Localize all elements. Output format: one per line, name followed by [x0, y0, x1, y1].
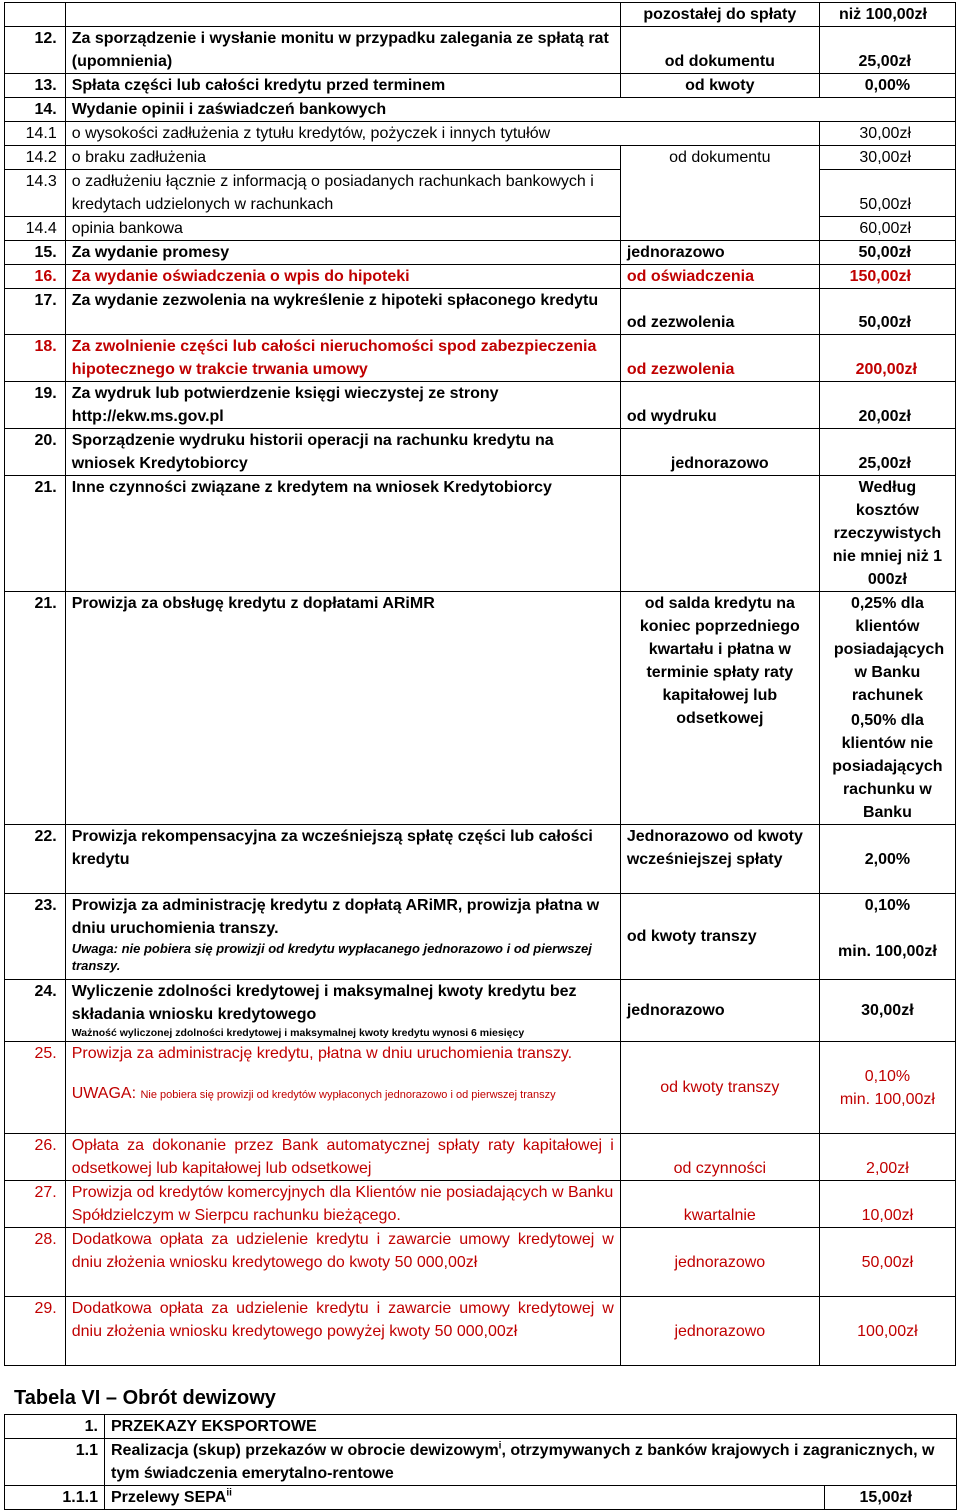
- row-fee: 25,00zł: [819, 429, 955, 476]
- row-text: Za wydanie promesy: [65, 241, 620, 265]
- table-row: [5, 335, 956, 382]
- row-fee: 50,00zł: [819, 170, 955, 217]
- row-text: Spłata części lub całości kredytu przed terminem: [65, 74, 620, 98]
- row-fee-alt: 0,50% dla klientów nie posiadających rachunku w Banku: [832, 712, 943, 821]
- row-text: o wysokości zadłużenia z tytułu kredytów, pożyczek i innych tytułów: [65, 122, 819, 146]
- row-text: Za wydruk lub potwierdzenie księgi wieczystej ze strony http://ekw.ms.gov.pl: [65, 382, 620, 429]
- row-note: Uwaga: nie pobiera się prowizji od kredytu wypłacanego jednorazowo i od pierwszej transzy.: [71, 941, 592, 973]
- row-basis: kwartalnie: [620, 1181, 819, 1228]
- row-number: 1.: [5, 1415, 105, 1439]
- row-text: Opłata za dokonanie przez Bank automatycznej spłaty raty kapitałowej i odsetkowej lub kapitałowej lub odsetkowej: [65, 1134, 620, 1181]
- row-text: opinia bankowa: [65, 217, 620, 241]
- table-row: [5, 1042, 956, 1134]
- row-text: Prowizja od kredytów komercyjnych dla Klientów nie posiadających w Banku Spółdzielczym w Sierpcu rachunku bieżącego.: [65, 1181, 620, 1228]
- row-fee: 15,00zł: [825, 1486, 957, 1510]
- row-number: 14.2: [5, 146, 66, 170]
- row-basis: od wydruku: [620, 382, 819, 429]
- table-row: [5, 1181, 956, 1228]
- row-text: Prowizja rekompensacyjna za wcześniejszą spłatę części lub całości kredytu: [65, 825, 620, 894]
- row-note: Nie pobiera się prowizji od kredytów wypłaconych jednorazowo i od pierwszej transzy: [140, 1089, 556, 1101]
- row-fee: 50,00zł: [819, 289, 955, 335]
- row-text-cont: , otrzymywanych z banków krajowych i zagranicznych, w tym świadczenia emerytalno-rentowe: [111, 1442, 935, 1482]
- row-note: Ważność wyliczonej zdolności kredytowej i maksymalnej kwoty kredytu wynosi 6 miesięcy: [71, 1027, 525, 1039]
- table-row: [5, 265, 956, 289]
- table-row: [5, 241, 956, 265]
- row-number: 15.: [5, 241, 66, 265]
- table-row: [5, 382, 956, 429]
- row-number: 27.: [5, 1181, 66, 1228]
- row-number: 23.: [5, 894, 66, 980]
- row-basis: jednorazowo: [620, 1228, 819, 1297]
- row-number: 29.: [5, 1297, 66, 1366]
- table-row: [5, 1415, 957, 1439]
- row-fee: 30,00zł: [819, 122, 955, 146]
- row-fee: 60,00zł: [819, 217, 955, 241]
- table-row: [5, 1439, 957, 1486]
- row-number: 14.4: [5, 217, 66, 241]
- row-basis: od zezwolenia: [620, 335, 819, 382]
- row-number: 20.: [5, 429, 66, 476]
- row-text: PRZEKAZY EKSPORTOWE: [105, 1415, 957, 1439]
- row-number: 18.: [5, 335, 66, 382]
- row-fee: Według kosztów rzeczywistych nie mniej niż 1 000zł: [819, 476, 955, 592]
- row-number: 13.: [5, 74, 66, 98]
- row-note-label: UWAGA:: [71, 1085, 137, 1102]
- row-basis: od oświadczenia: [620, 265, 819, 289]
- row-number: 1.1: [5, 1439, 105, 1486]
- row-text: Prowizja za administrację kredytu z dopłatą ARiMR, prowizja płatna w dniu uruchomienia transzy.: [71, 897, 600, 937]
- table-row: [5, 289, 956, 335]
- row-text: [65, 3, 620, 27]
- row-basis: jednorazowo: [620, 241, 819, 265]
- row-basis: pozostałej do spłaty: [620, 3, 819, 27]
- row-text: Realizacja (skup) przekazów w obrocie dewizowym: [111, 1442, 499, 1459]
- row-basis: od salda kredytu na koniec poprzedniego kwartału i płatna w terminie spłaty raty kapitałowej lub odsetkowej: [620, 592, 819, 825]
- table-row: [5, 122, 956, 146]
- section-title: Tabela VI – Obrót dewizowy: [14, 1387, 276, 1409]
- row-number: 24.: [5, 980, 66, 1042]
- row-fee: 2,00zł: [819, 1134, 955, 1181]
- row-number: 14.1: [5, 122, 66, 146]
- table-row: [5, 98, 956, 122]
- row-text: Prowizja za administrację kredytu, płatna w dniu uruchomienia transzy.: [71, 1045, 573, 1062]
- row-fee: 2,00%: [819, 825, 955, 894]
- table-row: [5, 476, 956, 592]
- row-fee-min: min. 100,00zł: [839, 1090, 935, 1108]
- footnote-marker: ii: [226, 1487, 232, 1499]
- row-fee-cell: [819, 592, 955, 825]
- row-text: Wyliczenie zdolności kredytowej i maksymalnej kwoty kredytu bez składania wniosku kredytowego: [71, 983, 577, 1023]
- row-number: [5, 3, 66, 27]
- row-basis: jednorazowo: [620, 1297, 819, 1366]
- row-fee: 100,00zł: [819, 1297, 955, 1366]
- row-basis: [620, 476, 819, 592]
- row-number: 16.: [5, 265, 66, 289]
- row-fee-cell: [819, 894, 955, 980]
- row-text: Za wydanie oświadczenia o wpis do hipoteki: [65, 265, 620, 289]
- row-text-cell: [105, 1486, 825, 1510]
- row-number: 21.: [5, 476, 66, 592]
- row-text-cell: [105, 1439, 957, 1486]
- row-basis: jednorazowo: [620, 980, 819, 1042]
- row-fee: 50,00zł: [819, 241, 955, 265]
- row-fee-cell: [819, 1042, 955, 1134]
- row-fee: 200,00zł: [819, 335, 955, 382]
- row-text: Dodatkowa opłata za udzielenie kredytu i zawarcie umowy kredytowej w dniu złożenia wniosku kredytowego do kwoty 50 000,00zł: [65, 1228, 620, 1297]
- row-number: 19.: [5, 382, 66, 429]
- row-fee: 0,25% dla klientów posiadających w Banku rachunek: [833, 595, 945, 704]
- row-number: 26.: [5, 1134, 66, 1181]
- row-text: Prowizja za obsługę kredytu z dopłatami ARiMR: [65, 592, 620, 825]
- table-row: [5, 980, 956, 1042]
- table-row: [5, 1486, 957, 1510]
- row-basis: od kwoty: [620, 74, 819, 98]
- table-row: [5, 825, 956, 894]
- row-text: Za zwolnienie części lub całości nieruchomości spod zabezpieczenia hipotecznego w trakcie trwania umowy: [65, 335, 620, 382]
- table-row: [5, 1134, 956, 1181]
- row-text: Za sporządzenie i wysłanie monitu w przypadku zalegania ze spłatą rat (upomnienia): [65, 27, 620, 74]
- row-fee: 150,00zł: [819, 265, 955, 289]
- row-basis: jednorazowo: [620, 429, 819, 476]
- row-basis: od dokumentu: [620, 146, 819, 241]
- row-fee: 0,10%: [864, 897, 911, 914]
- row-number: 21.: [5, 592, 66, 825]
- row-number: 12.: [5, 27, 66, 74]
- table-row: [5, 894, 956, 980]
- row-number: 14.: [5, 98, 66, 122]
- row-number: 1.1.1: [5, 1486, 105, 1510]
- row-text: Za wydanie zezwolenia na wykreślenie z hipoteki spłaconego kredytu: [65, 289, 620, 335]
- row-fee: 10,00zł: [819, 1181, 955, 1228]
- table-row: [5, 1228, 956, 1297]
- row-text: o braku zadłużenia: [65, 146, 620, 170]
- row-number: 22.: [5, 825, 66, 894]
- row-note-line: [72, 1084, 614, 1105]
- row-fee: 25,00zł: [819, 27, 955, 74]
- row-text-cell: [65, 1042, 620, 1134]
- row-text: Inne czynności związane z kredytem na wniosek Kredytobiorcy: [65, 476, 620, 592]
- row-text: Dodatkowa opłata za udzielenie kredytu i zawarcie umowy kredytowej w dniu złożenia wniosku kredytowego powyżej kwoty 50 000,00zł: [65, 1297, 620, 1366]
- fees-table: [4, 2, 956, 1366]
- row-number: 28.: [5, 1228, 66, 1297]
- table-row: [5, 592, 956, 825]
- row-number: 14.3: [5, 170, 66, 217]
- row-basis: Jednorazowo od kwoty wcześniejszej spłaty: [620, 825, 819, 894]
- footnote-marker: i: [498, 1440, 502, 1452]
- row-text-cell: [65, 894, 620, 980]
- row-basis: od kwoty transzy: [620, 1042, 819, 1134]
- table-row: [5, 146, 956, 170]
- row-fee: 0,00%: [819, 74, 955, 98]
- row-basis: od czynności: [620, 1134, 819, 1181]
- table-row: [5, 3, 956, 27]
- table-row: [5, 1297, 956, 1366]
- row-text-cell: [65, 980, 620, 1042]
- row-basis: od dokumentu: [620, 27, 819, 74]
- fx-table: [4, 1414, 957, 1510]
- row-number: 17.: [5, 289, 66, 335]
- row-fee: 0,10%: [864, 1067, 911, 1085]
- row-text: Przelewy SEPA: [111, 1489, 227, 1506]
- row-fee-min: min. 100,00zł: [838, 943, 937, 960]
- row-fee: 50,00zł: [819, 1228, 955, 1297]
- row-number: 25.: [5, 1042, 66, 1134]
- row-fee: niż 100,00zł: [819, 3, 955, 27]
- row-text: Sporządzenie wydruku historii operacji na rachunku kredytu na wniosek Kredytobiorcy: [65, 429, 620, 476]
- row-fee: 30,00zł: [819, 146, 955, 170]
- table-row: [5, 74, 956, 98]
- table-row: [5, 27, 956, 74]
- row-basis: od zezwolenia: [620, 289, 819, 335]
- row-text: o zadłużeniu łącznie z informacją o posiadanych rachunkach bankowych i kredytach udzielonych w rachunkach: [65, 170, 620, 217]
- row-fee: 30,00zł: [819, 980, 955, 1042]
- row-basis: od kwoty transzy: [620, 894, 819, 980]
- table-row: [5, 429, 956, 476]
- row-text: Wydanie opinii i zaświadczeń bankowych: [65, 98, 955, 122]
- row-fee: 20,00zł: [819, 382, 955, 429]
